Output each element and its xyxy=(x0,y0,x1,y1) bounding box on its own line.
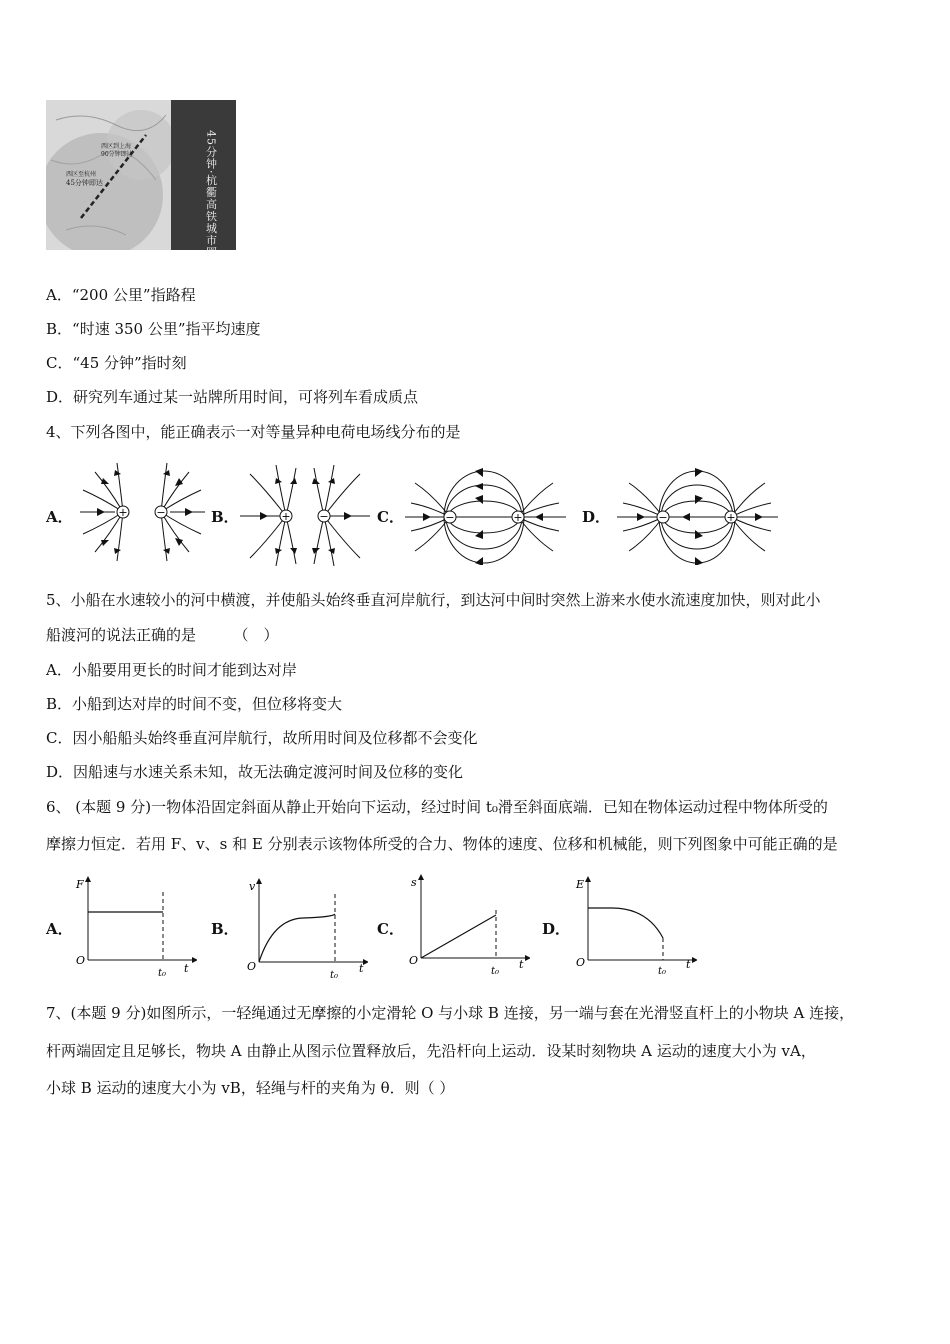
q4-stem: 4、下列各图中，能正确表示一对等量异种电荷电场线分布的是 xyxy=(46,423,461,441)
graph-c-tick: t₀ xyxy=(491,966,500,975)
graph-a-xlabel: t xyxy=(184,962,189,975)
q5-option-c: C．因小船船头始终垂直河岸航行，故所用时间及位移都不会变化 xyxy=(46,729,478,747)
q7-line2: 杆两端固定且足够长，物块 A 由静止从图示位置释放后，先沿杆向上运动．设某时刻物块 A 运动的速度大小为 vA， xyxy=(46,1042,816,1060)
charge-minus: − xyxy=(445,511,455,524)
map-label-hangzhou: 西区至杭州 xyxy=(66,171,97,178)
q5-option-d: D．因船速与水速关系未知，故无法确定渡河时间及位移的变化 xyxy=(46,763,464,781)
charge-plus: + xyxy=(281,510,291,523)
q6-stem-line2: 摩擦力恒定．若用 F、v、s 和 E 分别表示该物体所受的合力、物体的速度、位移和机械能，则下列图象中可能正确的是 xyxy=(46,835,838,853)
field-diagram-b xyxy=(238,460,373,574)
graph-b-origin: O xyxy=(247,960,257,973)
field-diagram-a xyxy=(75,460,210,574)
charge-minus: − xyxy=(658,511,668,524)
q4-label-a: A． xyxy=(46,508,73,526)
high-speed-rail-map xyxy=(46,100,236,250)
graph-b-ylabel: v xyxy=(249,880,256,893)
graph-d xyxy=(572,872,697,981)
map-label-hangzhou-time: 45分钟即达 xyxy=(66,179,103,187)
field-diagram-d xyxy=(615,465,780,569)
q5-option-b: B．小船到达对岸的时间不变，但位移将变大 xyxy=(46,695,343,713)
q3-option-c: C．“45 分钟”指时刻 xyxy=(46,354,187,372)
graph-d-xlabel: t xyxy=(686,958,691,971)
map-label-shanghai: 西区到上海 xyxy=(101,143,132,150)
graph-b-tick: t₀ xyxy=(330,970,339,979)
q4-label-c: C． xyxy=(377,508,404,526)
graph-a xyxy=(72,872,197,981)
q6-label-a: A． xyxy=(46,920,73,938)
q6-label-d: D． xyxy=(542,920,571,938)
q6-label-b: B． xyxy=(211,920,239,938)
q7-line1: 7、(本题 9 分)如图所示，一轻绳通过无摩擦的小定滑轮 O 与小球 B 连接，另一端与套在光滑竖直杆上的小物块 A 连接， xyxy=(46,1004,855,1022)
graph-a-origin: O xyxy=(76,954,86,967)
charge-plus: + xyxy=(118,506,128,519)
charge-minus: − xyxy=(319,510,329,523)
graph-d-tick: t₀ xyxy=(658,966,667,977)
q6-label-c: C． xyxy=(377,920,404,938)
q3-option-d: D．研究列车通过某一站牌所用时间，可将列车看成质点 xyxy=(46,388,419,406)
charge-plus: + xyxy=(726,511,736,524)
graph-d-origin: O xyxy=(576,956,586,969)
graph-a-ylabel: F xyxy=(76,878,84,891)
graph-c-ylabel: s xyxy=(411,876,417,889)
graph-c-xlabel: t xyxy=(519,958,524,971)
q5-stem-line1: 5、小船在水速较小的河中横渡，并使船头始终垂直河岸航行，到达河中间时突然上游来水使水流速度加快，则对此小 xyxy=(46,591,821,609)
graph-d-ylabel: E xyxy=(576,878,585,891)
graph-b-xlabel: t xyxy=(359,962,364,975)
q5-option-a: A．小船要用更长的时间才能到达对岸 xyxy=(46,661,297,679)
q5-stem-line2: 船渡河的说法正确的是 （ ） xyxy=(46,626,279,644)
q6-stem-line1: 6、 (本题 9 分)一物体沿固定斜面从静止开始向下运动，经过时间 t₀滑至斜面底端．已知在物体运动过程中物体所受的 xyxy=(46,798,828,816)
q3-option-b: B．“时速 350 公里”指平均速度 xyxy=(46,320,261,338)
field-diagram-c xyxy=(403,465,568,569)
graph-c xyxy=(405,870,530,979)
map-label-shanghai-time: 90分钟即达 xyxy=(101,151,133,158)
charge-plus: + xyxy=(513,511,523,524)
q4-label-b: B． xyxy=(211,508,239,526)
q4-label-d: D． xyxy=(582,508,611,526)
q7-line3: 小球 B 运动的速度大小为 vB，轻绳与杆的夹角为 θ．则（ ） xyxy=(46,1079,455,1097)
map-banner: 45分钟·杭衢高铁城市圈 xyxy=(204,130,218,250)
graph-a-tick: t₀ xyxy=(158,968,167,977)
graph-c-origin: O xyxy=(409,954,419,967)
charge-minus: − xyxy=(156,506,166,519)
q3-option-a: A．“200 公里”指路程 xyxy=(46,286,196,304)
graph-b xyxy=(243,874,368,983)
